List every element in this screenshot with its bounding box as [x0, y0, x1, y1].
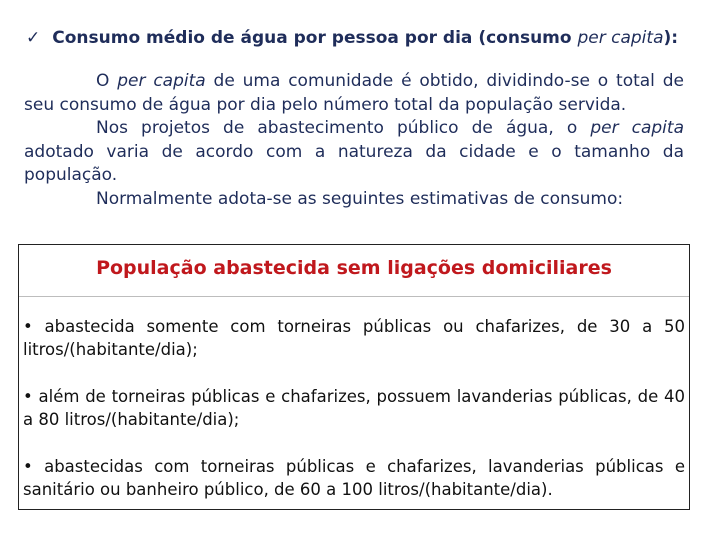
paragraph-2-italic: per capita: [590, 118, 684, 138]
paragraph-1-end: de uma comunidade é obtido, dividindo-se o total de seu consumo de água por dia pelo número total da população servida.: [24, 71, 684, 115]
box-title: População abastecida sem ligações domiciliares: [96, 257, 612, 279]
heading-italic: per capita: [577, 28, 664, 48]
estimate-list: [23, 315, 685, 525]
heading-text-end: ):: [663, 28, 679, 48]
paragraph-2-start: Nos projetos de abastecimento público de água, o: [96, 118, 591, 138]
section-heading: [26, 28, 678, 48]
paragraph-3: [24, 188, 684, 212]
heading-text: Consumo médio de água por pessoa por dia (consumo: [52, 28, 578, 48]
list-item: • além de torneiras públicas e chafarizes, possuem lavanderias públicas, de 40 a 80 litros/(habitante/dia);: [23, 387, 685, 429]
list-item: • abastecidas com torneiras públicas e chafarizes, lavanderias públicas e sanitário ou banheiro público, de 60 a 100 litros/(habitante/dia).: [23, 457, 685, 499]
paragraph-2-end: adotado varia de acordo com a natureza da cidade e o tamanho da população.: [24, 141, 684, 185]
title-divider: [19, 296, 689, 297]
paragraph-1-italic: per capita: [117, 71, 206, 91]
consumption-box: [18, 244, 690, 510]
checkmark-icon: ✓: [26, 28, 41, 48]
paragraph-1-start: O: [96, 71, 118, 91]
paragraph-2: [24, 117, 684, 188]
list-item: • abastecida somente com torneiras públicas ou chafarizes, de 30 a 50 litros/(habitante/dia);: [23, 317, 685, 359]
intro-text: [24, 70, 684, 211]
paragraph-1: [24, 70, 684, 117]
paragraph-3-text: Normalmente adota-se as seguintes estimativas de consumo:: [96, 188, 624, 209]
